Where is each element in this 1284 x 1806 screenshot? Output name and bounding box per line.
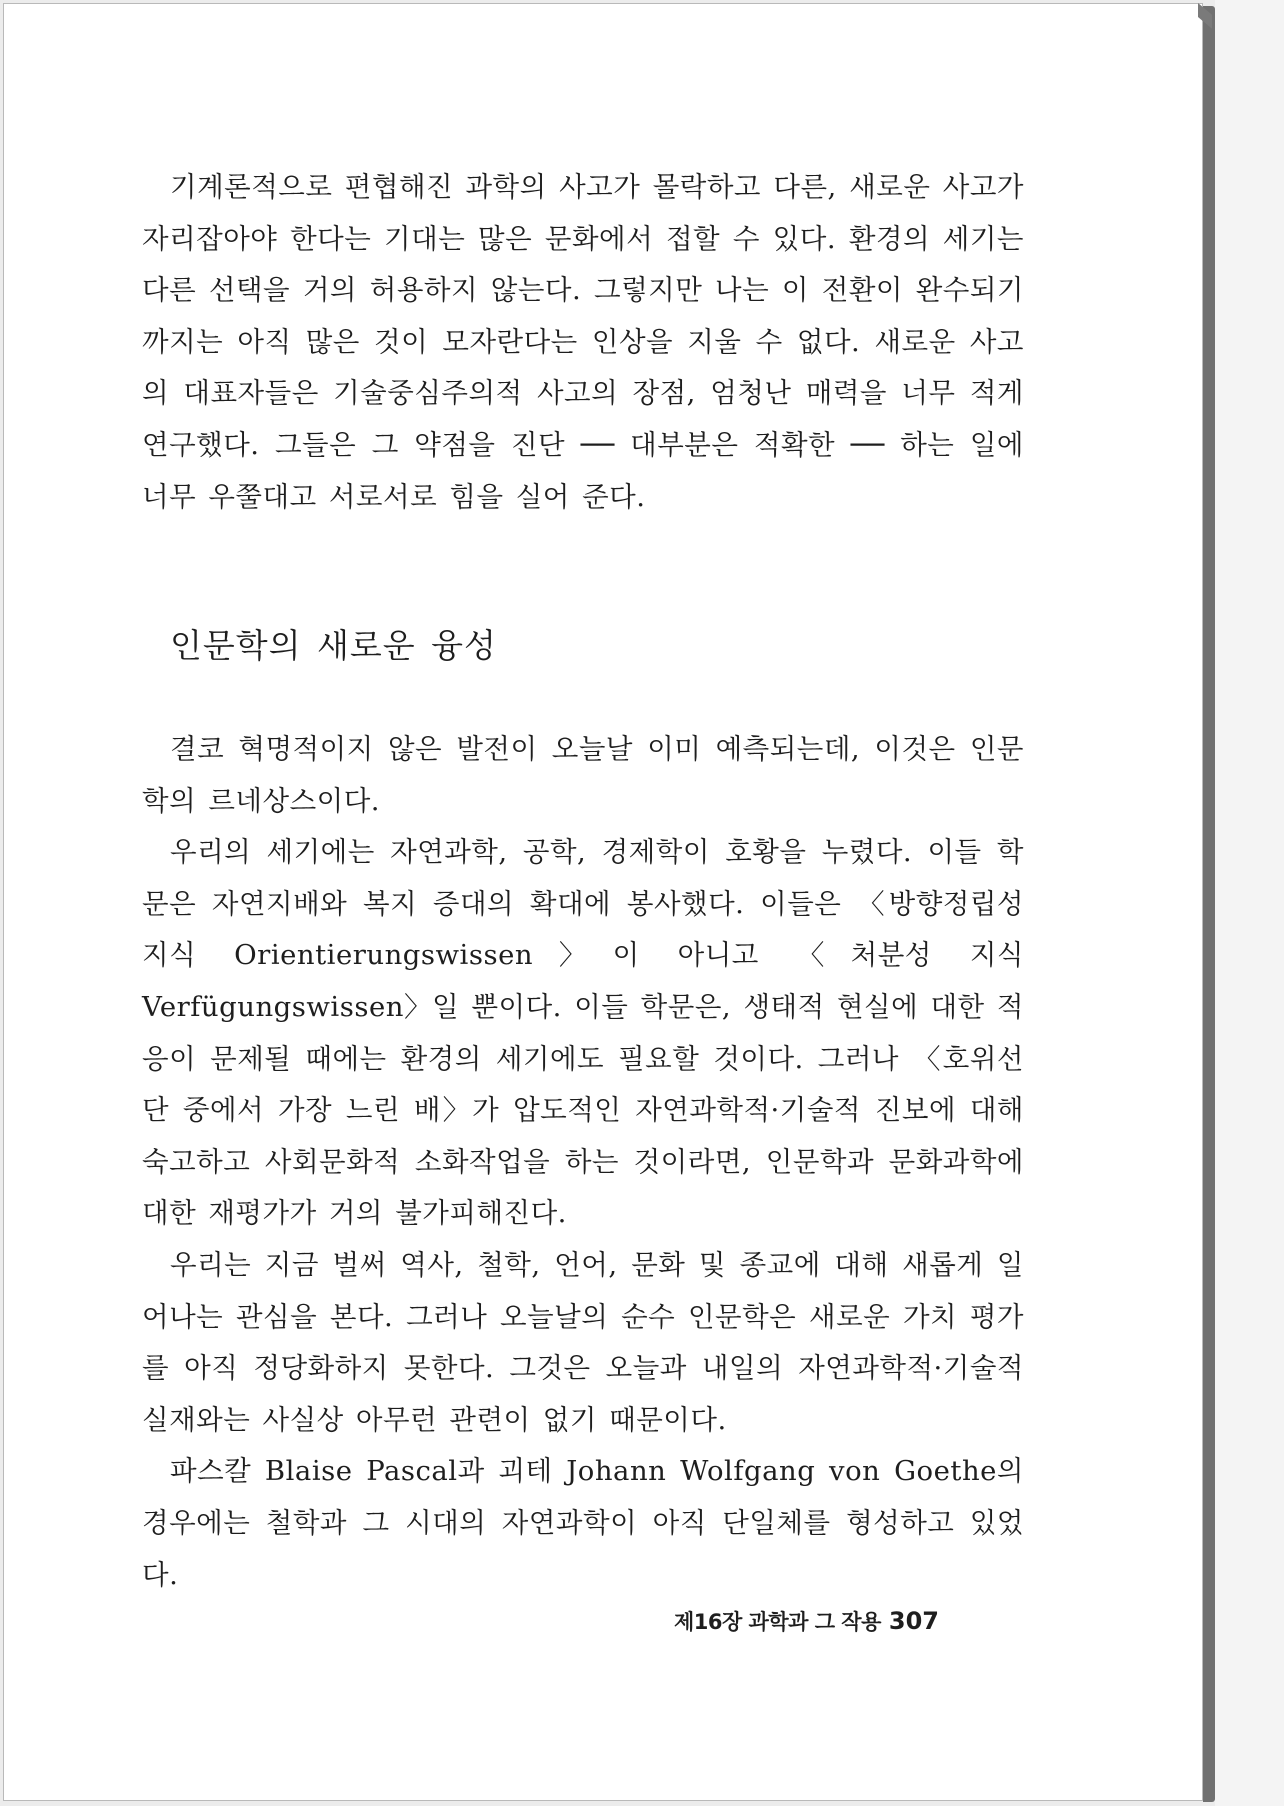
section-paragraph-2: 우리의 세기에는 자연과학, 공학, 경제학이 호황을 누렸다. 이들 학문은 자연지배와 복지 증대의 확대에 봉사했다. 이들은 〈방향정립성 지식 Orientierungswissen〉이 아니고 〈처분성 지식 Verfügungswissen〉일 뿐이다. 이들 학문은, 생태적 현실에 대한 적응이 문제될 때에는 환경의 세기에도 필요할 것이다. 그러나 〈호위선단 중에서 가장 느린 배〉가 압도적인 자연과학적·기술적 진보에 대해 숙고하고 사회문화적 소화작업을 하는 것이라면, 인문학과 문화과학에 대한 재평가가 거의 불가피해진다.: [142, 836, 1024, 1230]
intro-paragraph: 기계론적으로 편협해진 과학의 사고가 몰락하고 다른, 새로운 사고가 자리잡아야 한다는 기대는 많은 문화에서 접할 수 있다. 환경의 세기는 다른 선택을 거의 허용하지 않는다. 그렇지만 나는 이 전환이 완수되기까지는 아직 많은 것이 모자란다는 인상을 지울 수 없다. 새로운 사고의 대표자들은 기술중심주의적 사고의 장점, 엄청난 매력을 너무 적게 연구했다. 그들은 그 약점을 진단 ── 대부분은 적확한 ── 하는 일에 너무 우쭐대고 서로서로 힘을 실어 준다.: [142, 171, 1024, 513]
section-paragraph-3: 우리는 지금 벌써 역사, 철학, 언어, 문화 및 종교에 대해 새롭게 일어나는 관심을 본다. 그러나 오늘날의 순수 인문학은 새로운 가치 평가를 아직 정당화하지 못한다. 그것은 오늘과 내일의 자연과학적·기술적 실재와는 사실상 아무런 관련이 없기 때문이다.: [142, 1248, 1024, 1436]
section-body: [142, 724, 1024, 1601]
book-page: [3, 3, 1203, 1801]
chapter-title: 제16장 과학과 그 작용: [673, 1610, 881, 1634]
section-heading: 인문학의 새로운 융성: [170, 626, 497, 665]
viewer-margin: [1215, 0, 1284, 1806]
page-edge-shadow: [1203, 6, 1215, 1802]
page-number: 307: [888, 1607, 939, 1635]
section-paragraph-1: 결코 혁명적이지 않은 발전이 오늘날 이미 예측되는데, 이것은 인문학의 르네상스이다.: [142, 733, 1024, 817]
running-footer: [674, 1606, 939, 1636]
section-paragraph-4: 파스칼 Blaise Pascal과 괴테 Johann Wolfgang von Goethe의 경우에는 철학과 그 시대의 자연과학이 아직 단일체를 형성하고 있었다.: [142, 1455, 1024, 1591]
